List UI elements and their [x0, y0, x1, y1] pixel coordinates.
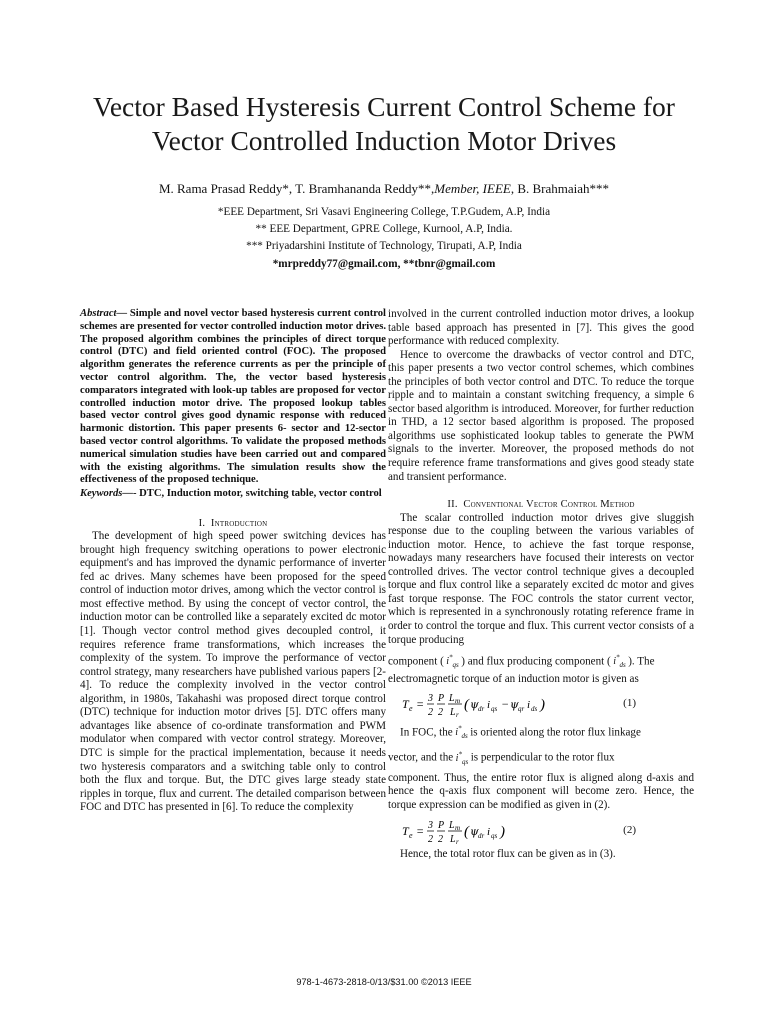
- svg-text:i: i: [487, 699, 491, 711]
- right-column: [388, 308, 694, 862]
- equation-2: [388, 816, 694, 846]
- abstract-text: Simple and novel vector based hysteresis current control schemes are presented for vector controlled induction motor drives. The proposed algorithm combines the principles of direct torque control (DTC) and field oriented control (FOC). The proposed algorithm generates the reference currents as per the principle of vector control algorithm. The, the vector based hysteresis comparators integrated with look-up tables are proposed for vector controlled induction motor drive. The proposed lookup tables based vector control gives good dynamic response with reduced harmonic distortion. This paper presents 6- sector and 12-sector based vector control algorithms. To validate the proposed methods numerical simulation studies have been carried out and compared with the existing algorithms. The simulation results show the effectiveness of the proposed technique.: [80, 308, 386, 486]
- svg-text:): ): [540, 697, 545, 713]
- svg-text:ψ: ψ: [470, 698, 479, 711]
- svg-text:r: r: [456, 838, 459, 847]
- svg-text:L: L: [449, 693, 455, 704]
- svg-text:=: =: [416, 824, 425, 839]
- section-1-heading: [80, 517, 386, 531]
- component-text-a: component (: [388, 655, 444, 668]
- svg-text:qs: qs: [491, 832, 498, 841]
- svg-text:T: T: [402, 697, 409, 711]
- intro-paragraph: The development of high speed power switching devices has brought high frequency switching operations to power electronic equipment's and has improved the dynamic performance of inverter fed ac drives. Many schemes have been proposed for the speed control of induction motor drives, among which the vector control is most effective method. By using the concept of vector control, the induction motor can be controlled like a separately excited dc motor [1]. Though vector control method gives decoupled control, it requires reference frame transformations, which increases the complexity of the system. To improve the performance of vector control strategy, many researchers have published various papers [2-4]. To reduce the complexity involved in the vector control algorithm, in 1980s, Takahashi was proposed direct torque control (DTC) technique for induction motor drives [5]. DTC offers many advantages like absence of co-ordinate transformation and PWM modulator when compared with vector control strategy. Moreover, DTC is simple for the practical implementation, because it needs two hysteresis comparators and a switching table only to control both the flux and torque. But, the DTC gives large steady state ripples in torque, flux and current. The detailed comparison between FOC and DTC has presented in [6]. To reduce the complexity: [80, 530, 386, 814]
- keywords: [80, 487, 386, 501]
- svg-text:L: L: [449, 820, 455, 832]
- equation-1-formula: [402, 689, 642, 719]
- foc-text-b: is oriented along the rotor flux linkage: [470, 726, 641, 739]
- author-list: [40, 181, 728, 197]
- ids-symbol: $i^*_{ds}$: [610, 654, 626, 670]
- svg-text:r: r: [456, 711, 459, 719]
- svg-text:e: e: [409, 831, 413, 841]
- svg-text:L: L: [450, 834, 456, 846]
- svg-text:m: m: [455, 824, 461, 833]
- abstract: [80, 308, 386, 487]
- rotor-flux-text: Hence, the total rotor flux can be given as in (3).: [400, 848, 616, 861]
- equation-1: [388, 689, 694, 719]
- foc-text-a: In FOC, the: [400, 726, 453, 739]
- svg-text:2: 2: [428, 707, 433, 718]
- svg-text:L: L: [450, 707, 456, 718]
- affiliation-2: ** EEE Department, GPRE College, Kurnool, A.P, India.: [255, 223, 513, 235]
- affiliation-3: *** Priyadarshini Institute of Technology, Tirupati, A.P, India: [246, 240, 522, 252]
- svg-text:dr: dr: [478, 832, 485, 841]
- svg-text:2: 2: [438, 834, 443, 846]
- affiliation-1: *EEE Department, Sri Vasavi Engineering College, T.P.Gudem, A.P, India: [217, 206, 551, 218]
- svg-text:ds: ds: [531, 705, 538, 713]
- svg-text:(: (: [464, 697, 469, 713]
- component-line: [388, 650, 694, 673]
- svg-text:(: (: [464, 824, 469, 841]
- right-paragraph-1: involved in the current controlled induction motor drives, a lookup table based approach has presented in [7]. This gives the good performance with reduced complexity.: [388, 308, 694, 348]
- iqs-symbol: $i^*_{qs}$: [443, 654, 459, 670]
- author-emails: *mrpreddy77@gmail.com, **tbnr@gmail.com: [272, 258, 496, 270]
- equation-2-formula: [402, 816, 562, 846]
- author-membership: Member, IEEE: [434, 181, 511, 196]
- svg-text:2: 2: [428, 834, 433, 846]
- svg-text:2: 2: [438, 707, 443, 718]
- svg-text:i: i: [527, 699, 531, 711]
- svg-text:dr: dr: [478, 705, 485, 713]
- foc-text-d: is perpendicular to the rotor flux: [470, 751, 615, 764]
- svg-text:3: 3: [428, 693, 433, 704]
- svg-text:e: e: [409, 704, 413, 713]
- section-2-title: Conventional Vector Control Method: [463, 499, 635, 511]
- foc-text-e: component. Thus, the entire rotor flux is aligned along d-axis and hence the q-axis flux component will become zero. Hence, the torque expression can be modified as given in (2).: [388, 771, 694, 811]
- ids-symbol-2: $i^*_{ds}$: [452, 725, 468, 741]
- title-line-1: Vector Based Hysteresis Current Control Scheme for: [93, 91, 675, 122]
- copyright-footer: 978-1-4673-2818-0/13/$31.00 ©2013 IEEE: [296, 977, 472, 987]
- foc-line-1: [388, 721, 694, 744]
- svg-text:−: −: [501, 697, 510, 711]
- section-2-heading: [388, 498, 694, 512]
- iqs-symbol-2: $i^*_{qs}$: [453, 750, 469, 766]
- svg-text:): ): [500, 824, 505, 841]
- component-text-b: ) and flux producing component (: [461, 655, 611, 668]
- authors-last: , B. Brahmaiah***: [510, 181, 610, 196]
- section-1-title: Introduction: [210, 517, 268, 529]
- svg-text:qs: qs: [491, 705, 498, 713]
- section-1-number: I.: [198, 517, 206, 529]
- svg-text:ψ: ψ: [470, 825, 479, 839]
- keywords-label: Keywords—: [80, 488, 133, 500]
- foc-line-2: [388, 744, 694, 771]
- svg-text:3: 3: [428, 820, 433, 832]
- keywords-text: - DTC, Induction motor, switching table, vector control: [132, 488, 382, 500]
- authors-names: M. Rama Prasad Reddy*, T. Bramhananda Reddy**,: [158, 181, 435, 196]
- svg-text:T: T: [402, 824, 409, 839]
- right-paragraph-2: Hence to overcome the drawbacks of vector control and DTC, this paper presents a two vector control schemes, which combines the principles of both vector control and DTC. To reduce the torque ripple and to maintain a constant switching frequency, a simple 6 sector based algorithm is introduced. Moreover, for further reduction in THD, a 12 sector based algorithm is proposed. The proposed algorithms use sophisticated lookup tables to generate the PWM signals to the inverter. Moreover, the proposed methods do not require reference frame transformations and gives good steady state and transient performance.: [388, 348, 694, 483]
- equation-1-number: (1): [623, 697, 636, 709]
- svg-text:ψ: ψ: [510, 698, 519, 711]
- svg-text:qr: qr: [518, 705, 525, 713]
- left-column: [80, 308, 386, 815]
- sec2-text-b: electromagnetic torque of an induction motor is given as: [388, 673, 639, 686]
- svg-text:i: i: [487, 826, 491, 839]
- section-2-number: II.: [447, 499, 458, 511]
- sec2-text-a: The scalar controlled induction motor drives give sluggish response due to the coupling between the various variables of induction motor. Hence, to achieve the fast torque response, nowadays many researchers have focused their interests on vector controlled drives. The vector control technique gives a decoupled torque and flux control like a separately excited dc motor and gives fast torque response. The FOC controls the stator current vector, which is represented in a synchronously rotating reference frame in order to control the torque and flux. This current vector consists of a torque producing: [388, 511, 694, 646]
- paper-title: [40, 90, 728, 158]
- foc-text-c: vector, and the: [388, 751, 454, 764]
- section-2-paragraph-1: [388, 512, 694, 647]
- svg-text:P: P: [438, 693, 445, 704]
- abstract-label: Abstract—: [80, 308, 128, 319]
- svg-text:P: P: [438, 820, 445, 832]
- equation-2-number: (2): [623, 824, 636, 837]
- svg-text:m: m: [455, 697, 461, 705]
- title-line-2: Vector Controlled Induction Motor Drives: [151, 125, 617, 156]
- component-text-c: ). The: [628, 655, 655, 668]
- svg-text:=: =: [416, 697, 425, 711]
